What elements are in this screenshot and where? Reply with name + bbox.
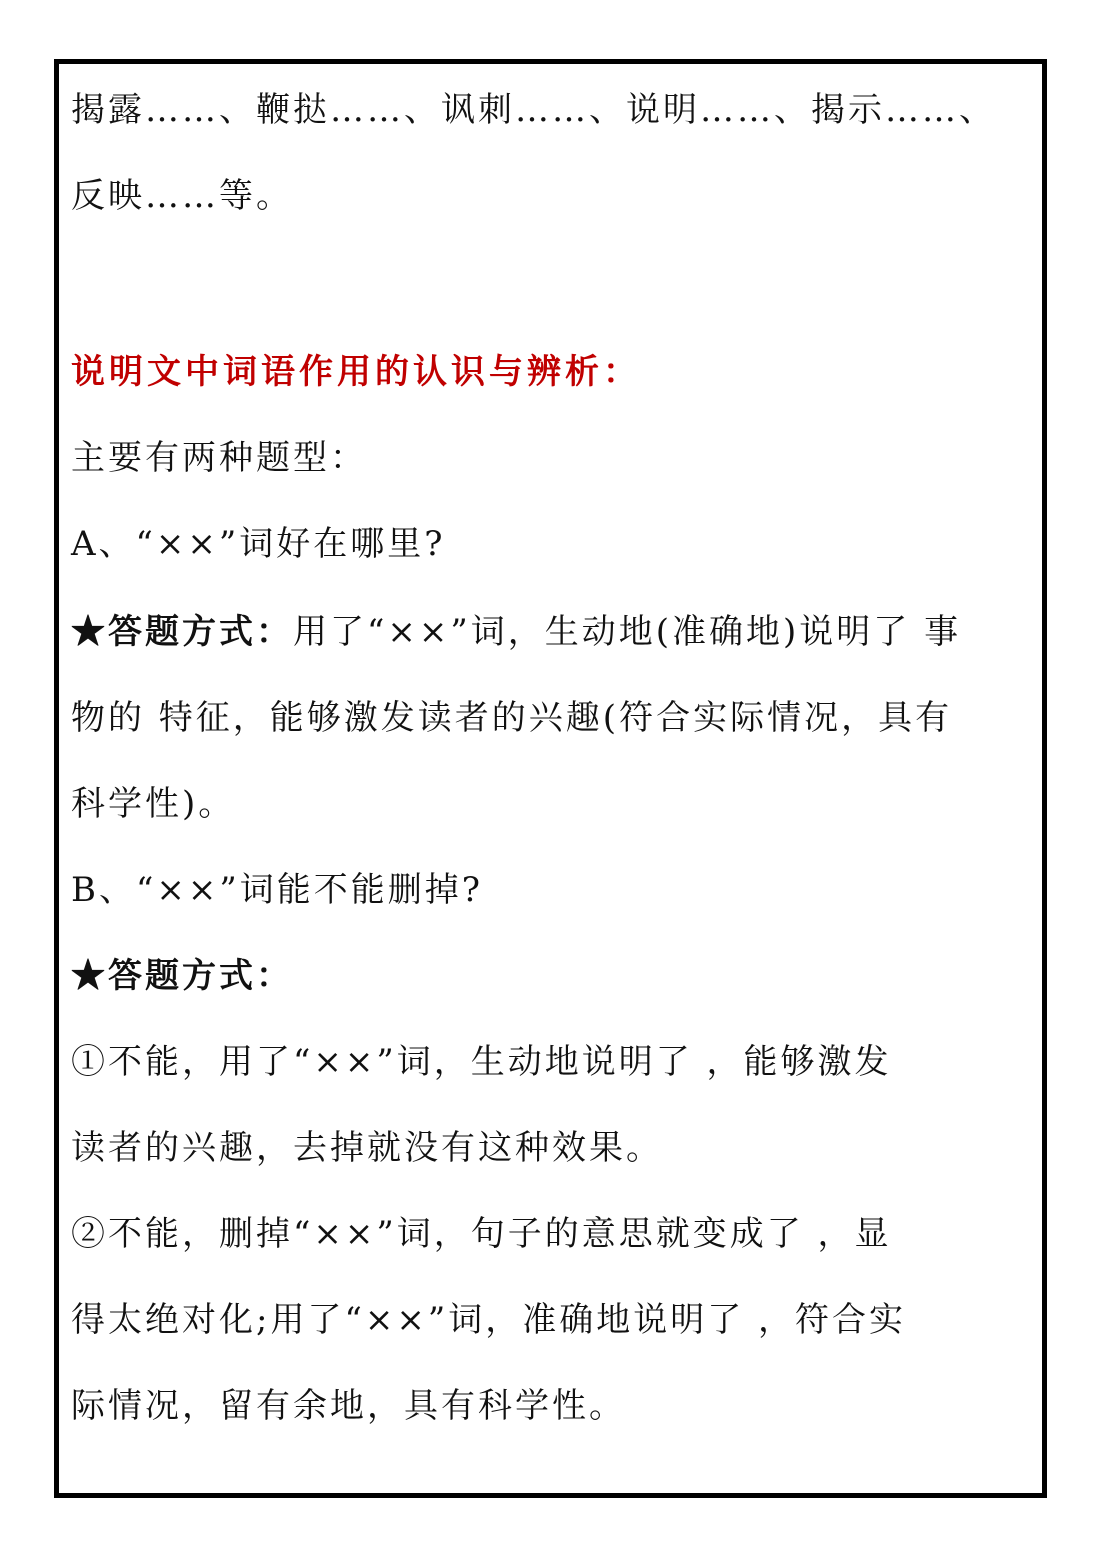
- question-a-answer-line-1: [71, 612, 961, 652]
- intro-line-2: 反映……等。: [71, 176, 293, 216]
- question-b-answer-1-line-2: 读者的兴趣，去掉就没有这种效果。: [71, 1128, 663, 1168]
- question-a-answer-line-2: 物的 特征，能够激发读者的兴趣(符合实际情况，具有: [71, 698, 953, 738]
- question-b-answer-2-line-1: ②不能，删掉“××”词，句子的意思就变成了 ，显: [71, 1214, 892, 1254]
- question-a-title: A、“××”词好在哪里?: [71, 524, 446, 564]
- document-frame: [54, 59, 1047, 1498]
- question-b-title: B、“××”词能不能删掉?: [71, 870, 483, 910]
- answer-text: 用了“××”词，生动地(准确地)说明了 事: [293, 612, 962, 652]
- answer-label: ★答题方式：: [71, 612, 293, 652]
- question-a-answer-line-3: 科学性)。: [71, 784, 236, 824]
- question-b-answer-1-line-1: ①不能，用了“××”词，生动地说明了 ，能够激发: [71, 1042, 892, 1082]
- section-lead: 主要有两种题型：: [71, 438, 367, 478]
- question-b-answer-label: ★答题方式：: [71, 956, 293, 996]
- question-b-answer-2-line-2: 得太绝对化;用了“××”词，准确地说明了 ，符合实: [71, 1300, 907, 1340]
- question-b-answer-2-line-3: 际情况，留有余地，具有科学性。: [71, 1386, 626, 1426]
- intro-line-1: 揭露……、鞭挞……、讽刺……、说明……、揭示……、: [71, 90, 996, 130]
- section-heading: 说明文中词语作用的认识与辨析：: [71, 352, 641, 392]
